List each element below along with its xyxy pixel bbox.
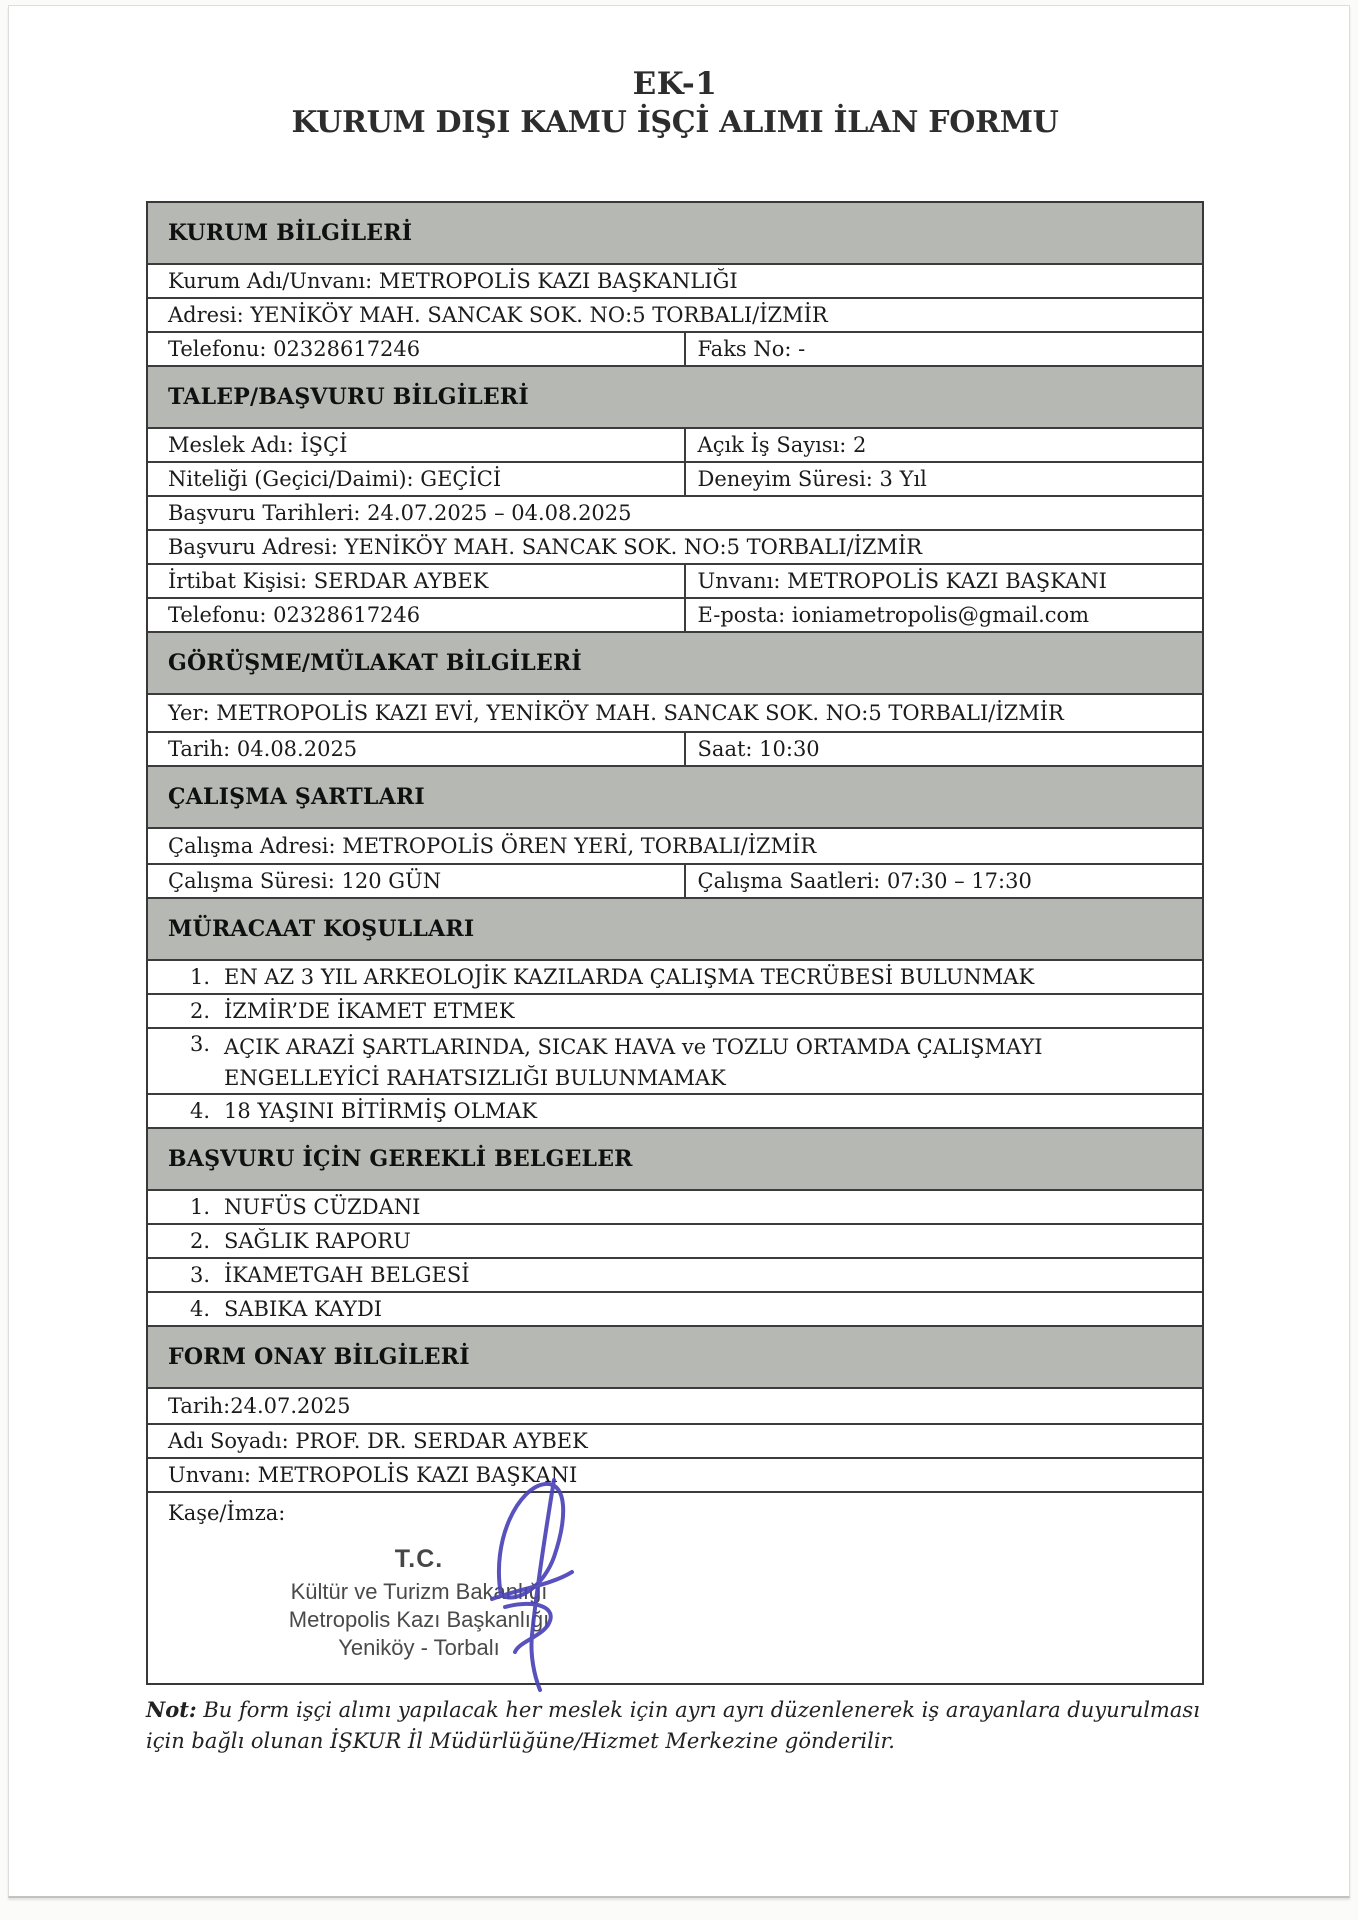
row-meslek-acik-is [148,429,1202,463]
section-header-gorusme-mulakat: GÖRÜŞME/MÜLAKAT BİLGİLERİ [148,633,1202,695]
row-irtibat-unvan [148,565,1202,599]
list-item [148,1095,1202,1129]
signature-ink [475,1477,587,1693]
list-item [148,1225,1202,1259]
row-nitelik-deneyim [148,463,1202,497]
list-item-text: İZMİR’DE İKAMET ETMEK [224,999,515,1023]
section-header-talep-basvuru: TALEP/BAŞVURU BİLGİLERİ [148,367,1202,429]
field-adi-soyadi: Adı Soyadı: PROF. DR. SERDAR AYBEK [148,1425,1202,1459]
field-calisma-suresi: Çalışma Süresi: 120 GÜN [148,865,686,897]
row-tarih-saat [148,733,1202,767]
form-code: EK-1 [632,66,718,102]
form-title: KURUM DIŞI KAMU İŞÇİ ALIMI İLAN FORMU [291,105,1059,140]
list-item [148,1259,1202,1293]
list-item-number: 3. [190,1263,211,1287]
field-calisma-adresi: Çalışma Adresi: METROPOLİS ÖREN YERİ, TORBALI/İZMİR [148,829,1202,865]
list-item-number: 2. [190,999,211,1023]
section-header-form-onay: FORM ONAY BİLGİLERİ [148,1327,1202,1389]
row-kase-imza [148,1493,1202,1683]
field-adresi: Adresi: YENİKÖY MAH. SANCAK SOK. NO:5 TORBALI/İZMİR [148,299,1202,333]
list-item-number: 3. [190,1032,211,1056]
list-item [148,995,1202,1029]
field-telefonu: Telefonu: 02328617246 [148,333,686,365]
field-eposta: E-posta: ioniametropolis@gmail.com [697,603,1090,627]
document-title [146,66,1204,140]
row-telefon-eposta [148,599,1202,633]
row-telefon-faks [148,333,1202,367]
list-item-number: 1. [190,1195,211,1219]
field-mulakat-yeri: Yer: METROPOLİS KAZI EVİ, YENİKÖY MAH. SANCAK SOK. NO:5 TORBALI/İZMİR [148,695,1202,733]
field-basvuru-tarihleri: Başvuru Tarihleri: 24.07.2025 – 04.08.2025 [148,497,1202,531]
stamp-tc-line: T.C. [394,1545,444,1573]
stamp-excavation-line: Metropolis Kazı Başkanlığı [288,1607,550,1632]
section-header-calisma-sartlari: ÇALIŞMA ŞARTLARI [148,767,1202,829]
field-kurum-adi: Kurum Adı/Unvanı: METROPOLİS KAZI BAŞKANLIĞI [148,265,1202,299]
section-header-kurum-bilgileri: KURUM BİLGİLERİ [148,203,1202,265]
list-item-number: 4. [190,1099,211,1123]
list-item-text: İKAMETGAH BELGESİ [224,1263,470,1287]
field-calisma-saatleri: Çalışma Saatleri: 07:30 – 17:30 [697,869,1032,893]
form-table [146,201,1204,1685]
field-irtibat-kisisi: İrtibat Kişisi: SERDAR AYBEK [148,565,686,597]
stamp-location-line: Yeniköy - Torbalı [338,1635,500,1660]
field-onay-tarihi: Tarih:24.07.2025 [148,1389,1202,1425]
list-item-text: SAĞLIK RAPORU [224,1229,411,1253]
list-item-text: AÇIK ARAZİ ŞARTLARINDA, SICAK HAVA ve TOZLU ORTAMDA ÇALIŞMAYI ENGELLEYİCİ RAHATSIZLIĞI BULUNMAMAK [224,1035,1043,1090]
field-acik-is-sayisi: Açık İş Sayısı: 2 [697,433,867,457]
row-sure-saat [148,865,1202,899]
list-item-number: 4. [190,1297,211,1321]
stamp-ministry-line: Kültür ve Turizm Bakanlığı [290,1579,548,1604]
field-basvuru-adresi: Başvuru Adresi: YENİKÖY MAH. SANCAK SOK. NO:5 TORBALI/İZMİR [148,531,1202,565]
field-mulakat-tarihi: Tarih: 04.08.2025 [148,733,686,765]
list-item-text: 18 YAŞINI BİTİRMİŞ OLMAK [224,1099,538,1123]
list-item [148,961,1202,995]
list-item-text: EN AZ 3 YIL ARKEOLOJİK KAZILARDA ÇALIŞMA TECRÜBESİ BULUNMAK [224,965,1035,989]
list-item-number: 2. [190,1229,211,1253]
field-meslek-adi: Meslek Adı: İŞÇİ [148,429,686,461]
field-onay-unvani: Unvanı: METROPOLİS KAZI BAŞKANI [148,1459,1202,1493]
field-deneyim-suresi: Deneyim Süresi: 3 Yıl [697,467,927,491]
footer-note-text: Bu form işçi alımı yapılacak her meslek için ayrı ayrı düzenlenerek iş arayanlara duyurulması için bağlı olunan İŞKUR İl Müdürlüğüne/Hizmet Merkezine gönderilir. [146,1698,1200,1753]
list-item-text: NUFÜS CÜZDANI [224,1195,421,1219]
field-niteligi: Niteliği (Geçici/Daimi): GEÇİCİ [148,463,686,495]
list-item [148,1029,1202,1095]
field-irtibat-telefonu: Telefonu: 02328617246 [148,599,686,631]
list-item [148,1293,1202,1327]
list-item [148,1191,1202,1225]
field-mulakat-saati: Saat: 10:30 [697,737,820,761]
kase-imza-label: Kaşe/İmza: [168,1501,286,1525]
list-item-number: 1. [190,965,211,989]
field-irtibat-unvani: Unvanı: METROPOLİS KAZI BAŞKANI [697,569,1107,593]
field-faks-no: Faks No: - [697,337,806,361]
list-item-text: SABIKA KAYDI [224,1297,383,1321]
scanned-form-page [8,5,1350,1898]
section-header-muracaat-kosullari: MÜRACAAT KOŞULLARI [148,899,1202,961]
footer-note [146,1694,1244,1757]
footer-note-label: Not: [146,1697,197,1722]
section-header-gerekli-belgeler: BAŞVURU İÇİN GEREKLİ BELGELER [148,1129,1202,1191]
